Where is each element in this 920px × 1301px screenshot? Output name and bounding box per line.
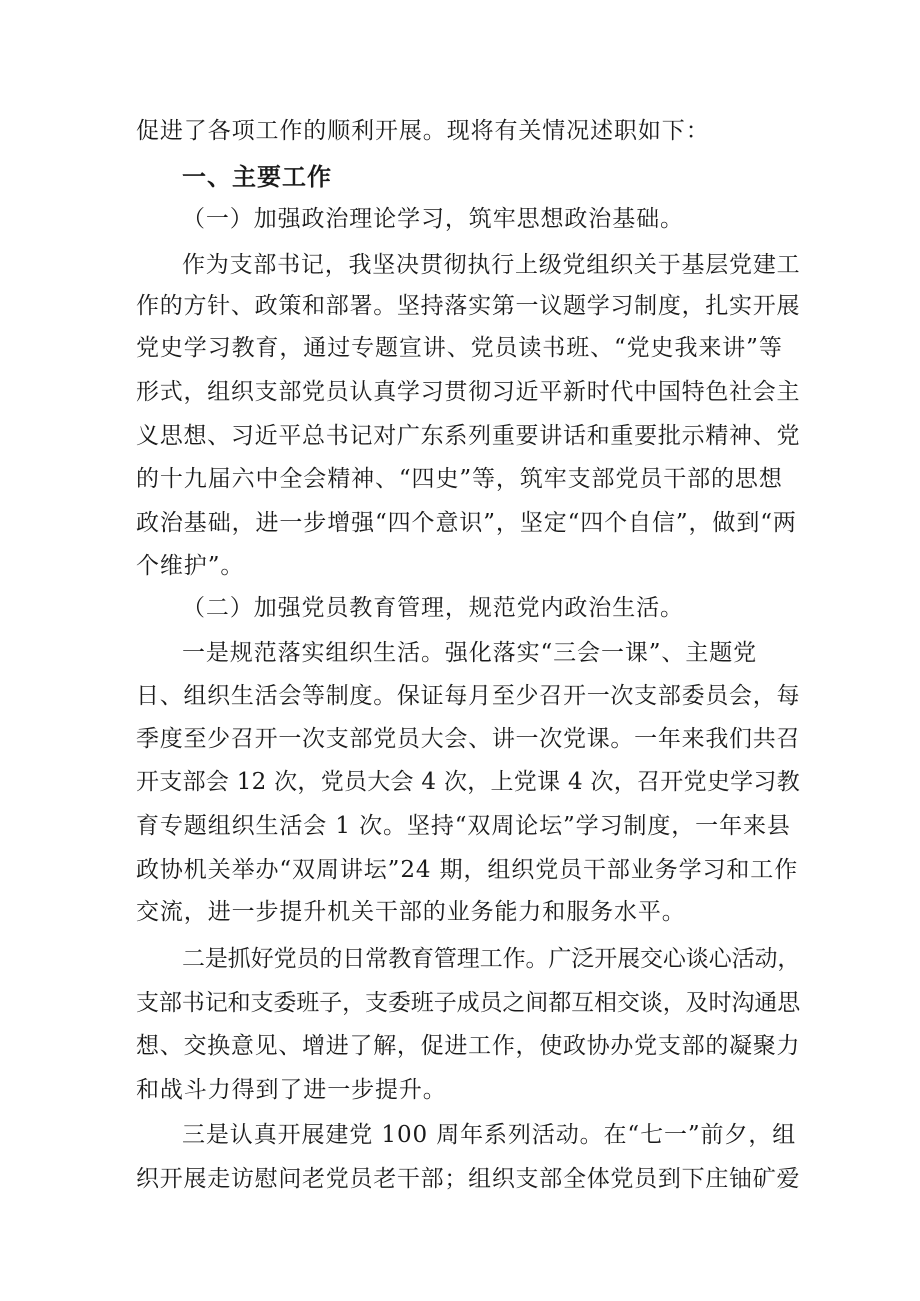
paragraph-line: 义思想、习近平总书记对广东系列重要讲话和重要批示精神、党 <box>136 423 801 449</box>
paragraph-line: 个维护”。 <box>136 553 245 579</box>
paragraph-line: 支部书记和支委班子，支委班子成员之间都互相交谈，及时沟通思 <box>136 990 801 1016</box>
paragraph-line: 一是规范落实组织生活。强化落实“三会一课”、主题党 <box>182 640 758 666</box>
paragraph-line: 和战斗力得到了进一步提升。 <box>136 1077 447 1103</box>
paragraph-line: 党史学习教育，通过专题宣讲、党员读书班、“党史我来讲”等 <box>136 335 783 361</box>
paragraph-line: 开支部会 12 次，党员大会 4 次，上党课 4 次，召开党史学习教 <box>136 769 800 795</box>
paragraph-line: 作为支部书记，我坚决贯彻执行上级党组织关于基层党建工 <box>182 252 801 278</box>
subsection-heading: （二）加强党员教育管理，规范党内政治生活。 <box>182 595 684 621</box>
paragraph-line: 想、交换意见、增进了解，促进工作，使政协办党支部的凝聚力 <box>136 1033 801 1059</box>
paragraph-line: 促进了各项工作的顺利开展。现将有关情况述职如下： <box>136 118 710 144</box>
paragraph-line: 政治基础，进一步增强“四个意识”，坚定“四个自信”，做到“两 <box>136 510 797 536</box>
paragraph-line: 交流，进一步提升机关干部的业务能力和服务水平。 <box>136 899 686 925</box>
paragraph-line: 织开展走访慰问老党员老干部；组织支部全体党员到下庄铀矿爱 <box>136 1166 801 1192</box>
paragraph-line: 的十九届六中全会精神、“四史”等，筑牢支部党员干部的思想 <box>136 466 783 492</box>
section-heading: 一、主要工作 <box>182 163 332 191</box>
subsection-heading: （一）加强政治理论学习，筑牢思想政治基础。 <box>182 206 684 232</box>
paragraph-line: 政协机关举办“双周讲坛”24 期，组织党员干部业务学习和工作 <box>136 857 799 883</box>
paragraph-line: 育专题组织生活会 1 次。坚持“双周论坛”学习制度，一年来县 <box>136 813 791 839</box>
paragraph-line: 三是认真开展建党 100 周年系列活动。在“七一”前夕，组 <box>182 1122 797 1148</box>
paragraph-line: 形式，组织支部党员认真学习贯彻习近平新时代中国特色社会主 <box>136 379 801 405</box>
paragraph-line: 二是抓好党员的日常教育管理工作。广泛开展交心谈心活动， <box>182 946 801 972</box>
paragraph-line: 日、组织生活会等制度。保证每月至少召开一次支部委员会，每 <box>136 683 801 709</box>
paragraph-line: 作的方针、政策和部署。坚持落实第一议题学习制度，扎实开展 <box>136 293 801 319</box>
paragraph-line: 季度至少召开一次支部党员大会、讲一次党课。一年来我们共召 <box>136 726 801 752</box>
